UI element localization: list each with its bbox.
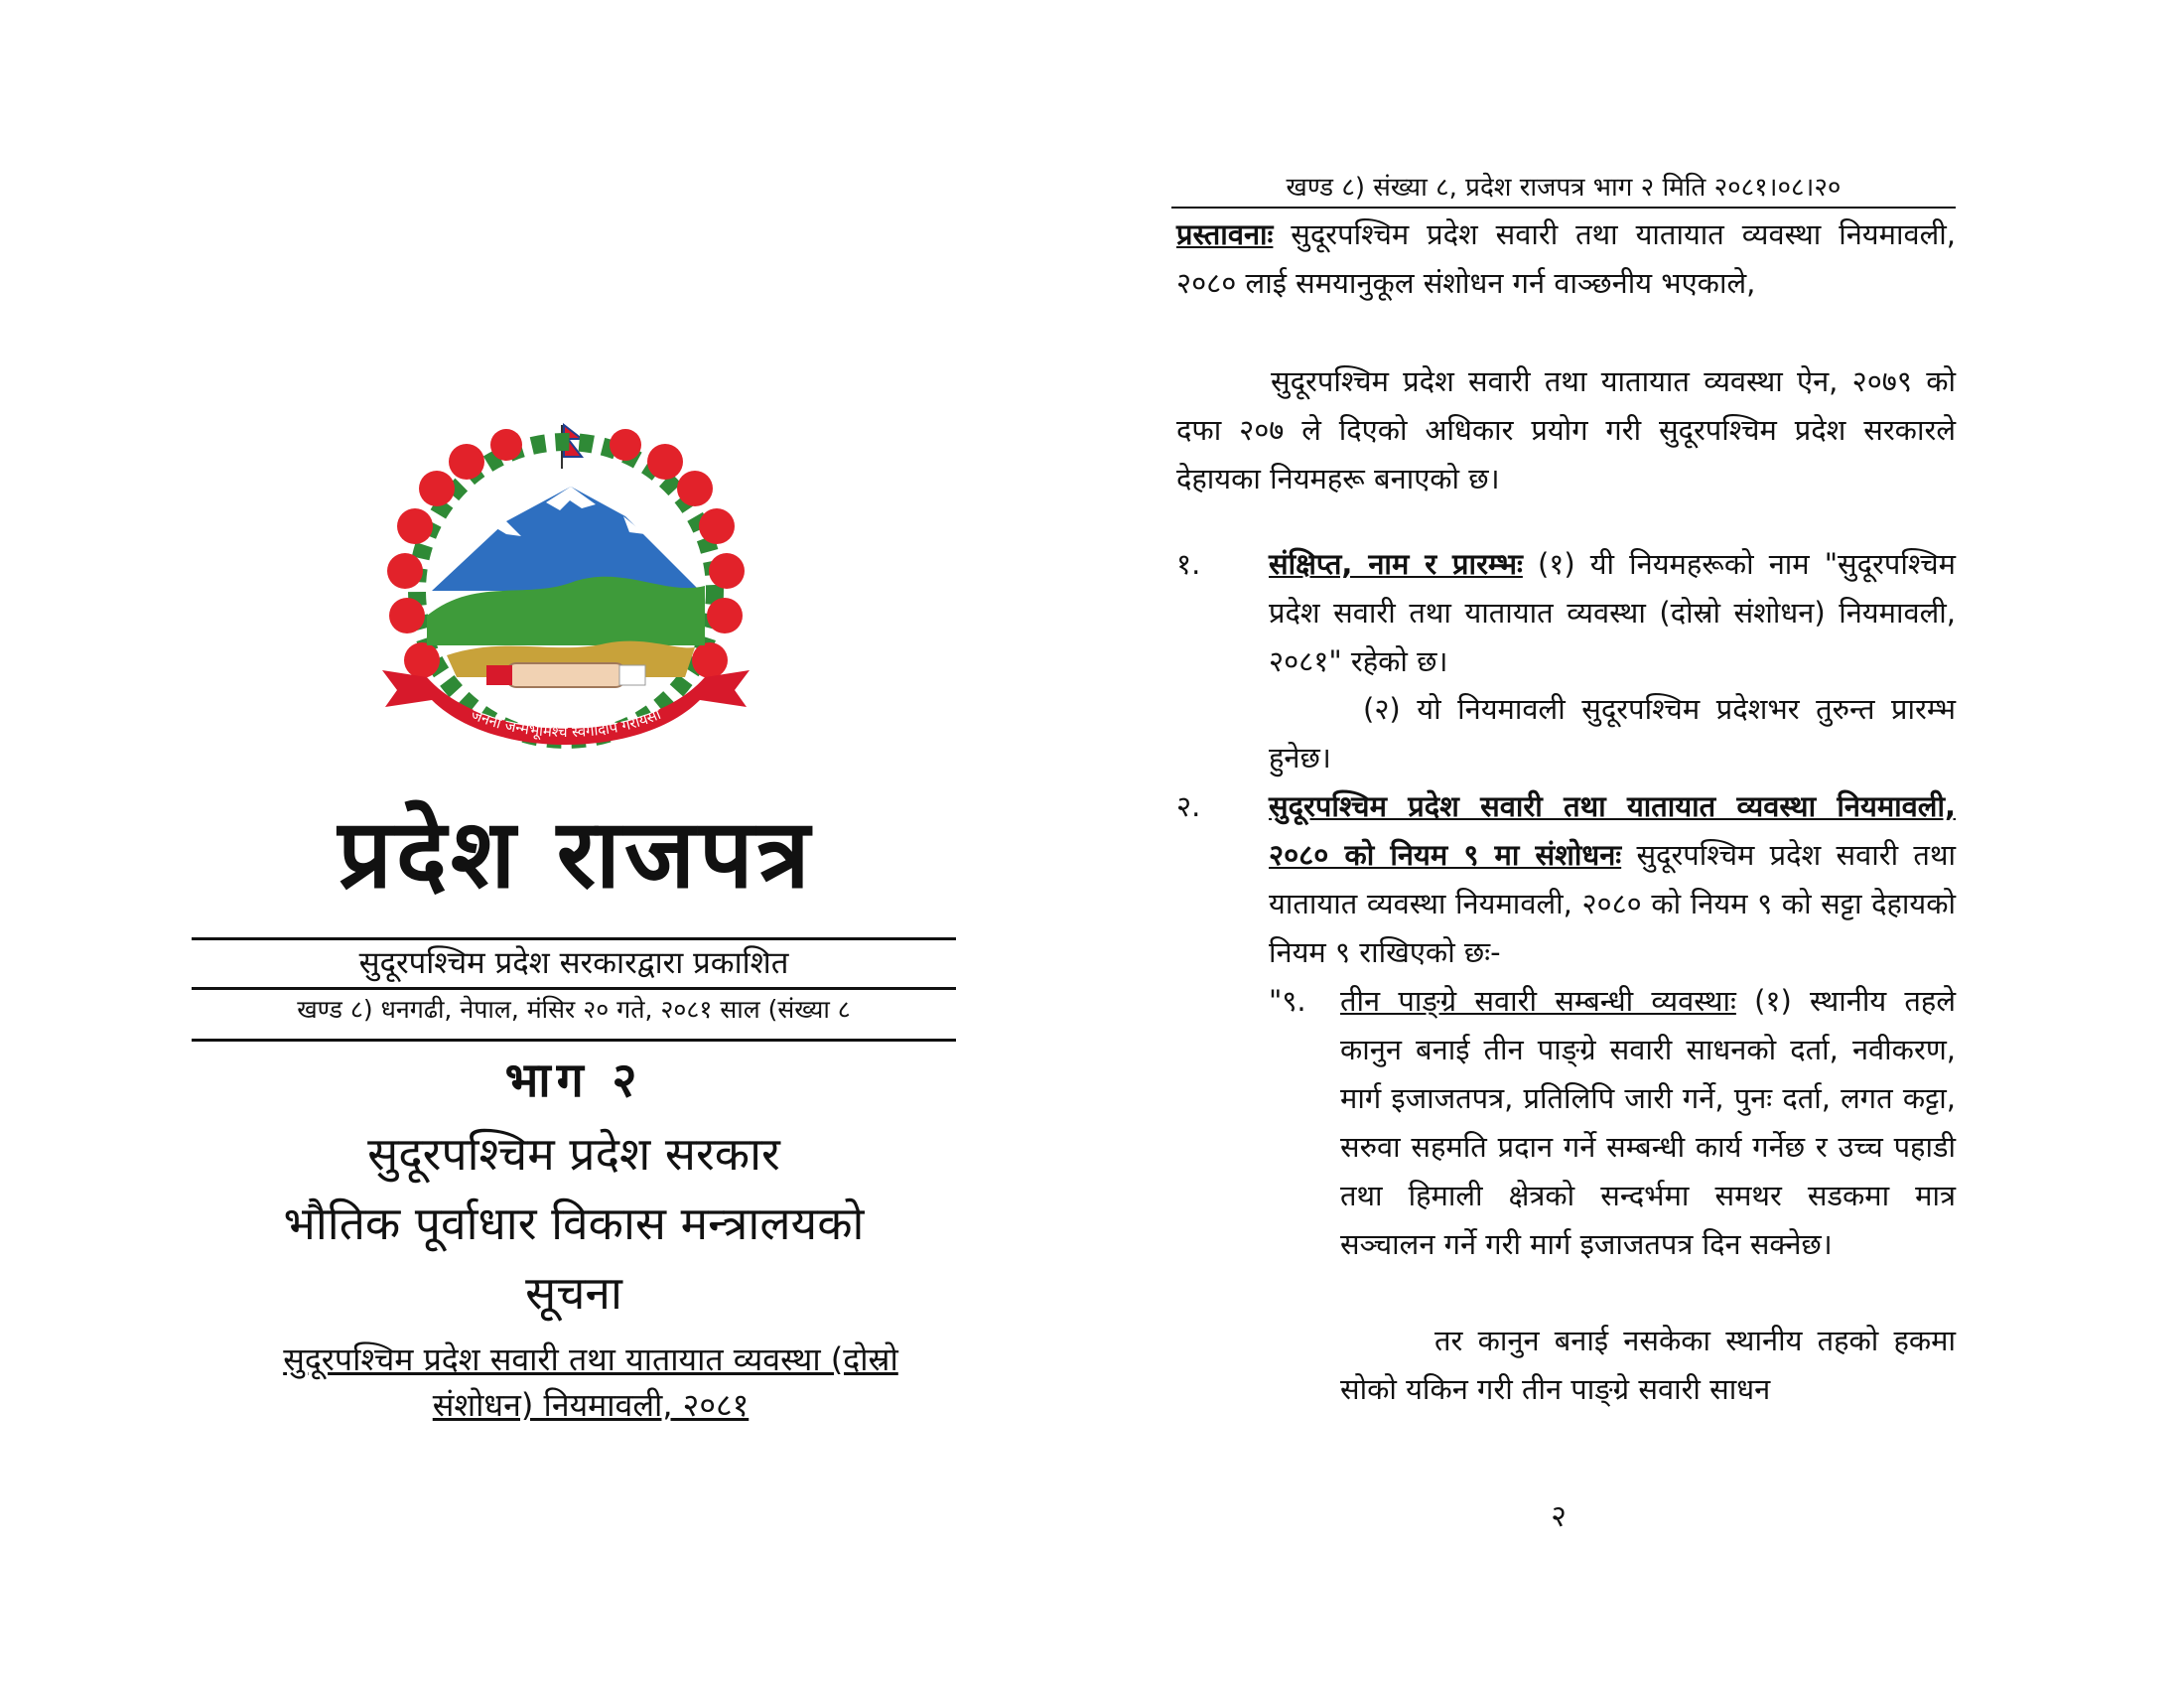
handshake-icon [486,663,645,687]
nepal-emblem [357,417,774,774]
section-2-heading: सुदूरपश्चिम प्रदेश सवारी तथा यातायात व्यवस्था नियमावली, २०८० को नियम ९ मा संशोधनः [1269,789,1956,872]
section-2-number: २. [1176,789,1201,823]
preamble [1176,211,1956,308]
emblem-motto: जननी जन्मभूमिश्च स्वर्गादपि गरीयसी [468,705,664,742]
section-2 [1269,782,1956,977]
section-1-number: १. [1176,547,1201,581]
rule-title [238,1336,943,1428]
mountain-icon [432,487,700,591]
running-header: खण्ड ८) संख्या ८, प्रदेश राजपत्र भाग २ मिति २०८१।०८।२० [1171,171,1956,209]
rule-9-text: (१) स्थानीय तहले कानुन बनाई तीन पाङ्ग्रे सवारी साधनको दर्ता, नवीकरण, मार्ग इजाजतपत्र, प्रतिलिपि जारी गर्ने, पुनः दर्ता, लगत कट्टा, सरुवा सहमति प्रदान गर्ने सम्बन्धी कार्य गर्नेछ र उच्च पहाडी तथा हिमाली क्षेत्रको सन्दर्भमा समथर सडकमा मात्र सञ्चालन गर्ने गरी मार्ग इजाजतपत्र दिन सक्नेछ। [1340,984,1956,1261]
middle-divider [192,987,956,990]
bottom-divider [192,1039,956,1042]
rule-9-heading: तीन पाङ्ग्रे सवारी सम्बन्धी व्यवस्थाः [1340,984,1736,1018]
section-1-text: (१) यी नियमहरूको नाम "सुदूरपश्चिम प्रदेश सवारी तथा यातायात व्यवस्था (दोस्रो संशोधन) नियमावली, २०८१" रहेको छ। [1269,547,1956,678]
rule-title-line-2: संशोधन) नियमावली, २०८१ [432,1386,750,1424]
issue-line: खण्ड ८) धनगढी, नेपाल, मंसिर २० गते, २०८१ साल (संख्या ८ [297,995,851,1024]
section-1-heading: संक्षिप्त, नाम र प्रारम्भः [1269,547,1523,581]
part-number: भाग २ [504,1053,643,1108]
rule-title-line-1: सुदूरपश्चिम प्रदेश सवारी तथा यातायात व्यवस्था (दोस्रो [283,1340,898,1378]
green-hills-icon [427,577,705,677]
gazette-title: प्रदेश राजपत्र [338,798,814,910]
page-number: २ [1551,1499,1567,1534]
section-1-subsection-2: (२) यो नियमावली सुदूरपश्चिम प्रदेशभर तुरुन्त प्रारम्भ हुनेछ। [1269,692,1956,774]
section-1 [1269,540,1956,686]
preamble-text: सुदूरपश्चिम प्रदेश सवारी तथा यातायात व्यवस्था नियमावली, २०८० लाई समयानुकूल संशोधन गर्न वाञ्छनीय भएकाले, [1176,217,1956,300]
ministry-name: भौतिक पूर्वाधार विकास मन्त्रालयको [283,1196,865,1250]
preamble-label: प्रस्तावनाः [1176,217,1274,251]
government-name: सुदूरपश्चिम प्रदेश सरकार [367,1127,780,1181]
enactment-clause: सुदूरपश्चिम प्रदेश सवारी तथा यातायात व्यवस्था ऐन, २०७९ को दफा २०७ ले दिएको अधिकार प्रयोग गरी सुदूरपश्चिम प्रदेश सरकारले देहायका नियमहरू बनाएको छ। [1176,364,1956,495]
rule-9-proviso: तर कानुन बनाई नसकेका स्थानीय तहको हकमा सोको यकिन गरी तीन पाङ्ग्रे सवारी साधन [1340,1324,1956,1406]
top-divider [192,937,956,940]
rule-9 [1340,977,1956,1269]
section-2-text: सुदूरपश्चिम प्रदेश सवारी तथा यातायात व्यवस्था नियमावली, २०८० को नियम ९ को सट्टा देहायको नियम ९ राखिएको छः- [1269,838,1956,969]
publisher-line: सुदूरपश्चिम प्रदेश सरकारद्वारा प्रकाशित [358,945,789,981]
rule-9-number: "९. [1269,984,1306,1018]
notice-heading: सूचना [525,1266,622,1320]
